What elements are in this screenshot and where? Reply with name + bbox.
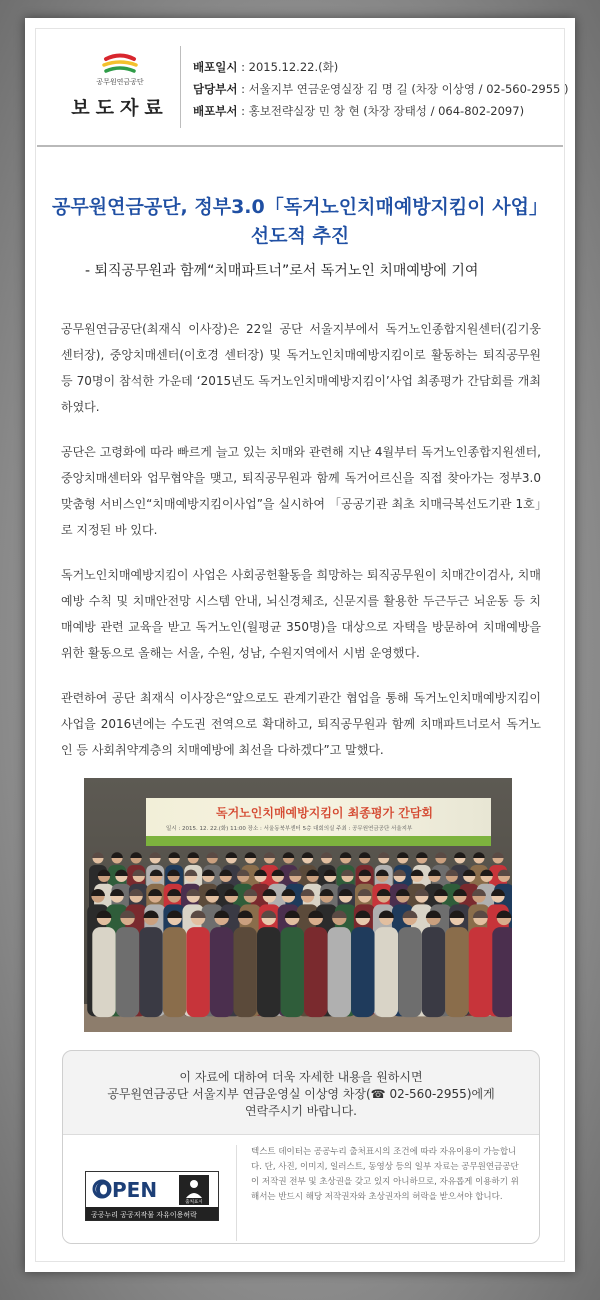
person-hair <box>359 852 371 858</box>
meta-row-department: 담당부서 : 서울지부 연금운영실장 김 명 길 (차장 이상영 / 02-560-2955 ) <box>193 82 569 96</box>
person-body <box>233 927 256 1017</box>
person-hair <box>492 852 504 858</box>
person-body <box>116 927 139 1017</box>
doc-type-title: 보도자료 <box>71 97 169 119</box>
banner-title: 독거노인치매예방지킴이 최종평가 간담회 <box>216 806 434 820</box>
person-body <box>351 927 374 1017</box>
meta-key: 배포일시 <box>193 60 238 74</box>
banner-details: 일시 : 2015. 12. 22.(화) 11:00 장소 : 서울동북부센터 5층 대회의실 주최 : 공무원연금공단 서울지부 <box>166 826 413 832</box>
person-body <box>92 927 115 1017</box>
person-body <box>375 927 398 1017</box>
meta-row-distribution: 배포부서 : 홍보전략실장 민 창 현 (차장 장태성 / 064-802-2097) <box>193 104 525 118</box>
org-logo-icon <box>100 53 140 75</box>
person-body <box>492 927 512 1017</box>
person-body <box>281 927 304 1017</box>
person-hair <box>187 852 199 858</box>
group-of-people <box>84 778 512 1032</box>
person-hair <box>283 852 295 858</box>
header-divider <box>180 46 181 128</box>
paragraph: 독거노인치매예방지킴이 사업은 사회공헌활동을 희망하는 퇴직공무원이 치매간이검사, 치매예방 수칙 및 치매안전망 시스템 안내, 뇌신경체조, 신문지를 활용한 두근두근 뇌운동 등 치매예방 관련 교육을 받고 독거노인(월평균 350명)을 대상으로 자택을 방문하여 치매예방을 위한 활동으로 올해는 서울, 수원, 성남, 수원지역에서 시범 운영했다. <box>61 568 541 660</box>
contact-line: 이 자료에 대하여 더욱 자세한 내용을 원하시면 <box>179 1070 423 1084</box>
badge-tag: 출처표시 <box>185 1200 203 1205</box>
headline <box>25 193 575 251</box>
org-name: 공무원연금공단 <box>96 78 144 86</box>
paragraph: 공무원연금공단(최재식 이사장)은 22일 공단 서울지부에서 독거노인종합지원센터(김기웅 센터장), 중앙치매센터(이호경 센터장) 및 독거노인치매예방지킴이로 활동하는 퇴직공무원 등 70명이 참석한 가운데 ‘2015년도 독거노인치매예방지킴이’사업 최종평가 간담회를 개최하였다. <box>61 322 541 414</box>
person-hair <box>245 852 257 858</box>
person-hair <box>302 852 314 858</box>
person-hair <box>92 852 104 858</box>
person-hair <box>111 852 123 858</box>
event-photo <box>84 778 512 1032</box>
press-release-sheet <box>25 18 575 1272</box>
person-body <box>139 927 162 1017</box>
meta-value: 2015.12.22.(화) <box>248 60 339 74</box>
badge-sub: 공공누리 공공저작물 자유이용허락 <box>91 1211 197 1219</box>
meta-value: 홍보전략실장 민 창 현 (차장 장태성 / 064-802-2097) <box>248 104 525 118</box>
person-body <box>422 927 445 1017</box>
meta-key: 배포부서 <box>193 104 238 118</box>
license-area <box>63 1134 539 1243</box>
paragraph: 공단은 고령화에 따라 빠르게 늘고 있는 치매와 관련해 지난 4월부터 독거노인종합지원센터, 중앙치매센터와 업무협약을 맺고, 퇴직공무원과 함께 독거어르신을 직접 찾아가는 정부3.0 맞춤형 서비스인“치매예방지킴이사업”을 실시하여 「공공기관 최초 치매극복선도기관 1호」로 지정된 바 있다. <box>61 445 541 537</box>
person-body <box>257 927 280 1017</box>
person-body <box>163 927 186 1017</box>
person-hair <box>397 852 409 858</box>
contact-line: 공무원연금공단 서울지부 연금운영실 이상영 차장(☎ 02-560-2955)에게 <box>107 1087 495 1101</box>
person-body <box>469 927 492 1017</box>
person-body <box>398 927 421 1017</box>
license-text: 텍스트 데이터는 공공누리 출처표시의 조건에 따라 자유이용이 가능합니다. 단, 사진, 이미지, 일러스트, 동영상 등의 일부 자료는 공무원연금공단이 저작권 전부 및 초상권을 갖고 있지 아니하므로, 자유롭게 이용하기 위해서는 반드시 해당 저작권자와 초상권자의 허락을 받으셔야 합니다. <box>251 1147 519 1202</box>
person-hair <box>226 852 238 858</box>
release-meta <box>193 56 568 122</box>
contact-info <box>63 1051 539 1134</box>
meta-value: 서울지부 연금운영실장 김 명 길 (차장 이상영 / 02-560-2955 ) <box>248 82 569 96</box>
person-hair <box>206 852 218 858</box>
contact-line: 연락주시기 바랍니다. <box>245 1104 357 1118</box>
meta-key: 담당부서 <box>193 82 238 96</box>
person-body <box>304 927 327 1017</box>
person-hair <box>264 852 276 858</box>
header-rule <box>37 145 563 147</box>
headline-line-2: 선도적 추진 <box>250 225 350 247</box>
contact-box <box>62 1050 540 1244</box>
person-hair <box>168 852 180 858</box>
person-hair <box>454 852 466 858</box>
org-logo <box>65 53 175 120</box>
subheadline: - 퇴직공무원과 함께“치매파트너”로서 독거노인 치매예방에 기여 <box>85 263 479 279</box>
headline-line-1: 공무원연금공단, 정부3.0「독거노인치매예방지킴이 사업」 <box>52 196 548 218</box>
person-hair <box>130 852 142 858</box>
person-body <box>210 927 233 1017</box>
meta-row-date: 배포일시 : 2015.12.22.(화) <box>193 60 339 74</box>
paragraph: 관련하여 공단 최재식 이사장은“앞으로도 관계기관간 협업을 통해 독거노인치매예방지킴이 사업을 2016년에는 수도권 전역으로 확대하고, 퇴직공무원과 함께 치매파트너로서 독거노인 등 사회취약계층의 치매예방에 최선을 다하겠다”고 말했다. <box>61 691 541 757</box>
person-body <box>186 927 209 1017</box>
person-hair <box>378 852 390 858</box>
person-body <box>328 927 351 1017</box>
article-body <box>61 316 541 782</box>
person-hair <box>473 852 485 858</box>
badge-word: OPEN <box>95 1178 158 1202</box>
person-hair <box>321 852 333 858</box>
person-body <box>445 927 468 1017</box>
person-hair <box>416 852 428 858</box>
header <box>25 18 575 133</box>
person-hair <box>149 852 161 858</box>
license-divider <box>236 1145 237 1241</box>
person-hair <box>435 852 447 858</box>
kogl-open-badge-icon <box>85 1171 219 1221</box>
person-hair <box>340 852 352 858</box>
